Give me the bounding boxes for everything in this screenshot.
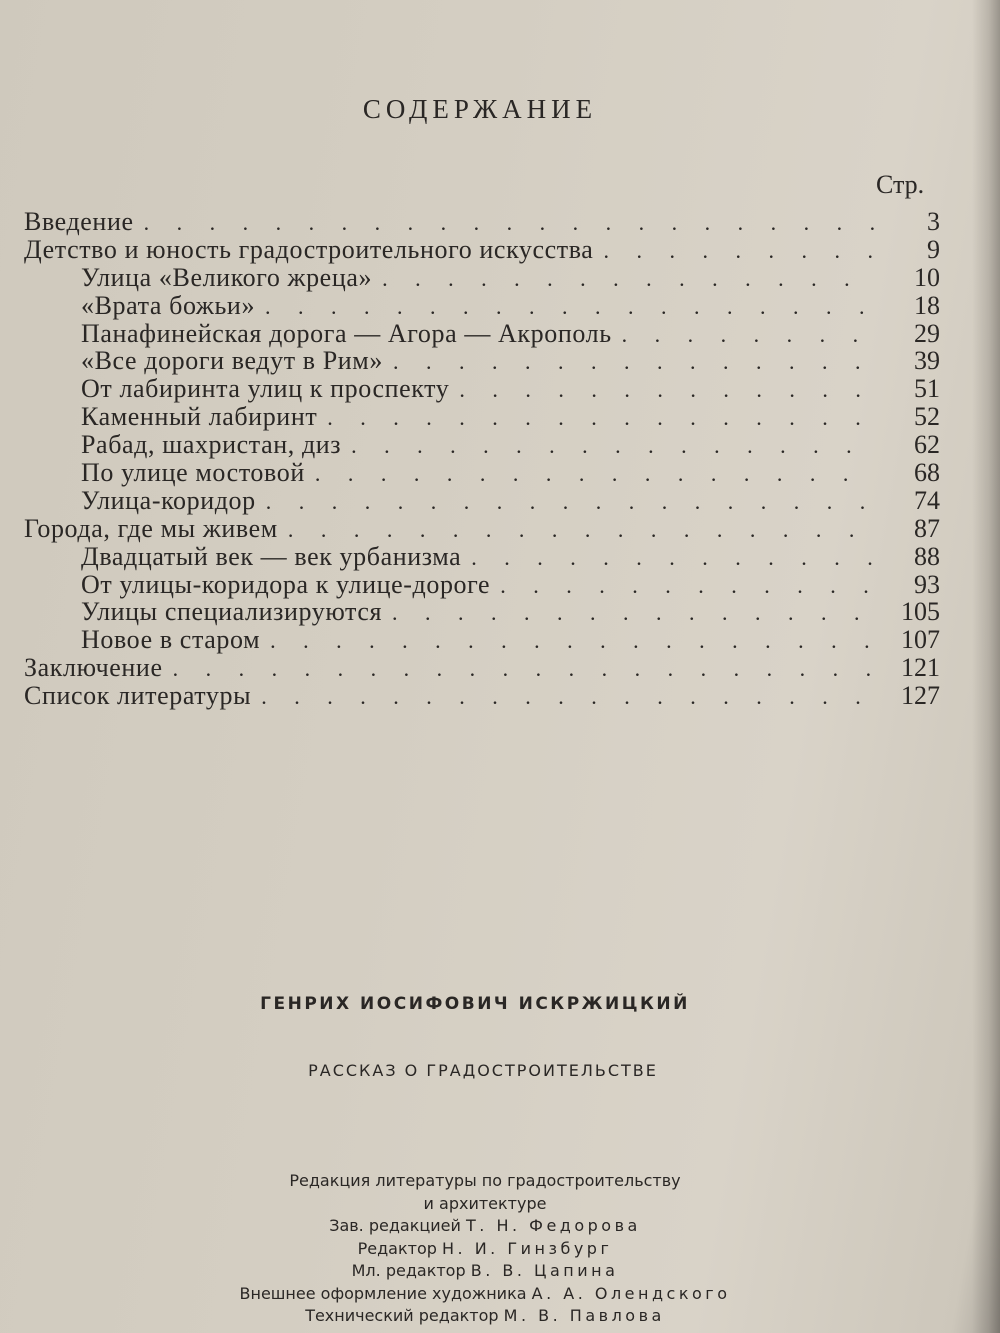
toc-page-number: 10 xyxy=(914,262,940,292)
toc-entry-title: Каменный лабиринт xyxy=(81,402,318,432)
toc-entry[interactable] xyxy=(24,431,940,459)
toc-entry-title: Введение xyxy=(24,207,134,236)
credit-role: Внешнее оформление художника xyxy=(239,1283,527,1303)
toc-page-number: 62 xyxy=(914,430,940,460)
toc-entry-title: Двадцатый век — век урбанизма xyxy=(81,541,462,571)
book-title: РАССКАЗ О ГРАДОСТРОИТЕЛЬСТВЕ xyxy=(308,1061,658,1080)
page-column-label: Стр. xyxy=(876,170,925,199)
toc-page-number: 107 xyxy=(901,625,940,655)
toc-page-number: 87 xyxy=(914,513,940,543)
toc-entry[interactable] xyxy=(24,487,940,515)
toc-entry-title: По улице мостовой xyxy=(81,458,305,488)
credits-editorial-line-2: и архитектуре xyxy=(423,1193,547,1213)
toc-leader-dots xyxy=(261,683,874,711)
toc-entry-title: Улицы специализируются xyxy=(81,597,383,627)
credits-head-editor xyxy=(0,1215,970,1238)
toc-page-number: 18 xyxy=(914,290,940,320)
toc-page-number: 105 xyxy=(901,597,940,627)
toc-entry-title: Панафинейская дорога — Агора — Акрополь xyxy=(81,318,612,348)
toc-entry-title: Города, где мы живем xyxy=(24,513,278,543)
page-title: СОДЕРЖАНИЕ xyxy=(362,94,598,124)
credit-name: М. В. Павлова xyxy=(503,1306,665,1325)
toc-page-number: 51 xyxy=(914,374,940,404)
toc-entry[interactable] xyxy=(24,264,940,292)
toc-entry[interactable] xyxy=(24,236,940,264)
toc-leader-dots xyxy=(603,237,874,265)
credits-junior-editor xyxy=(0,1260,970,1283)
toc-page-number: 93 xyxy=(914,569,940,599)
publishing-credits xyxy=(0,1170,970,1328)
toc-entry[interactable] xyxy=(24,403,940,431)
toc-page-number: 29 xyxy=(914,318,940,348)
toc-entry[interactable] xyxy=(24,320,940,348)
toc-leader-dots xyxy=(392,599,874,627)
toc-entry-title: Заключение xyxy=(24,653,163,683)
toc-entry[interactable] xyxy=(24,543,940,571)
toc-entry[interactable] xyxy=(24,347,940,375)
credit-role: Зав. редакцией xyxy=(329,1216,461,1235)
page-edge-shadow xyxy=(972,0,1000,1333)
toc-entry-title: Детство и юность градостроительного искусства xyxy=(24,234,594,264)
toc-entry[interactable] xyxy=(24,292,940,320)
toc-leader-dots xyxy=(459,376,874,404)
toc-page-number: 39 xyxy=(914,346,940,376)
credit-name: В. В. Цапина xyxy=(470,1261,619,1280)
toc-page-number: 74 xyxy=(914,485,940,515)
credit-name: Н. И. Гинзбург xyxy=(442,1238,613,1258)
toc-entry-title: Список литературы xyxy=(24,681,252,711)
toc-page-number: 9 xyxy=(927,234,940,264)
toc-page-number: 68 xyxy=(914,458,940,488)
toc-page-number: 52 xyxy=(914,402,940,432)
table-of-contents xyxy=(24,208,940,710)
author-name: ГЕНРИХ ИОСИФОВИЧ ИСКРЖИЦКИЙ xyxy=(260,994,690,1014)
toc-entry[interactable] xyxy=(24,208,940,236)
toc-entry[interactable] xyxy=(24,654,940,682)
toc-page-number: 127 xyxy=(901,681,940,711)
credit-name: Т. Н. Федорова xyxy=(466,1216,641,1235)
toc-entry-title: Улица-коридор xyxy=(81,485,256,515)
credits-technical-editor xyxy=(0,1305,970,1328)
toc-entry[interactable] xyxy=(24,682,940,710)
toc-leader-dots xyxy=(351,432,874,460)
toc-entry-title: «Врата божьи» xyxy=(81,290,256,320)
toc-entry-title: От лабиринта улиц к проспекту xyxy=(81,374,450,404)
toc-leader-dots xyxy=(327,404,874,432)
toc-entry-title: Рабад, шахристан, диз xyxy=(81,430,342,460)
toc-entry[interactable] xyxy=(24,571,940,599)
toc-leader-dots xyxy=(500,572,874,600)
credits-editorial-line: Редакция литературы по градостроительству xyxy=(289,1171,681,1190)
credits-cover-artist xyxy=(0,1283,970,1306)
toc-leader-dots xyxy=(382,265,874,293)
toc-leader-dots xyxy=(173,655,874,683)
credit-role: Технический редактор xyxy=(305,1306,499,1325)
toc-entry-title: От улицы-коридора к улице-дороге xyxy=(81,569,491,599)
credit-role: Редактор xyxy=(357,1238,437,1258)
toc-leader-dots xyxy=(393,348,874,376)
credits-editor xyxy=(0,1238,970,1261)
toc-entry[interactable] xyxy=(24,375,940,403)
toc-leader-dots xyxy=(144,209,874,237)
toc-leader-dots xyxy=(622,321,874,349)
toc-entry[interactable] xyxy=(24,626,940,654)
credit-role: Мл. редактор xyxy=(351,1261,466,1280)
credit-name: А. А. Олендского xyxy=(531,1283,731,1303)
toc-leader-dots xyxy=(265,293,874,321)
toc-entry[interactable] xyxy=(24,459,940,487)
toc-entry-title: Новое в старом xyxy=(81,625,261,655)
toc-leader-dots xyxy=(270,627,874,655)
toc-page-number: 3 xyxy=(927,207,940,236)
toc-leader-dots xyxy=(266,488,874,516)
toc-leader-dots xyxy=(315,460,874,488)
toc-entry-title: Улица «Великого жреца» xyxy=(81,262,373,292)
toc-page-number: 121 xyxy=(901,653,940,683)
toc-page-number: 88 xyxy=(914,541,940,571)
toc-entry-title: «Все дороги ведут в Рим» xyxy=(81,346,383,376)
toc-leader-dots xyxy=(471,544,874,572)
toc-leader-dots xyxy=(288,516,874,544)
toc-entry[interactable] xyxy=(24,515,940,543)
toc-entry[interactable] xyxy=(24,598,940,626)
